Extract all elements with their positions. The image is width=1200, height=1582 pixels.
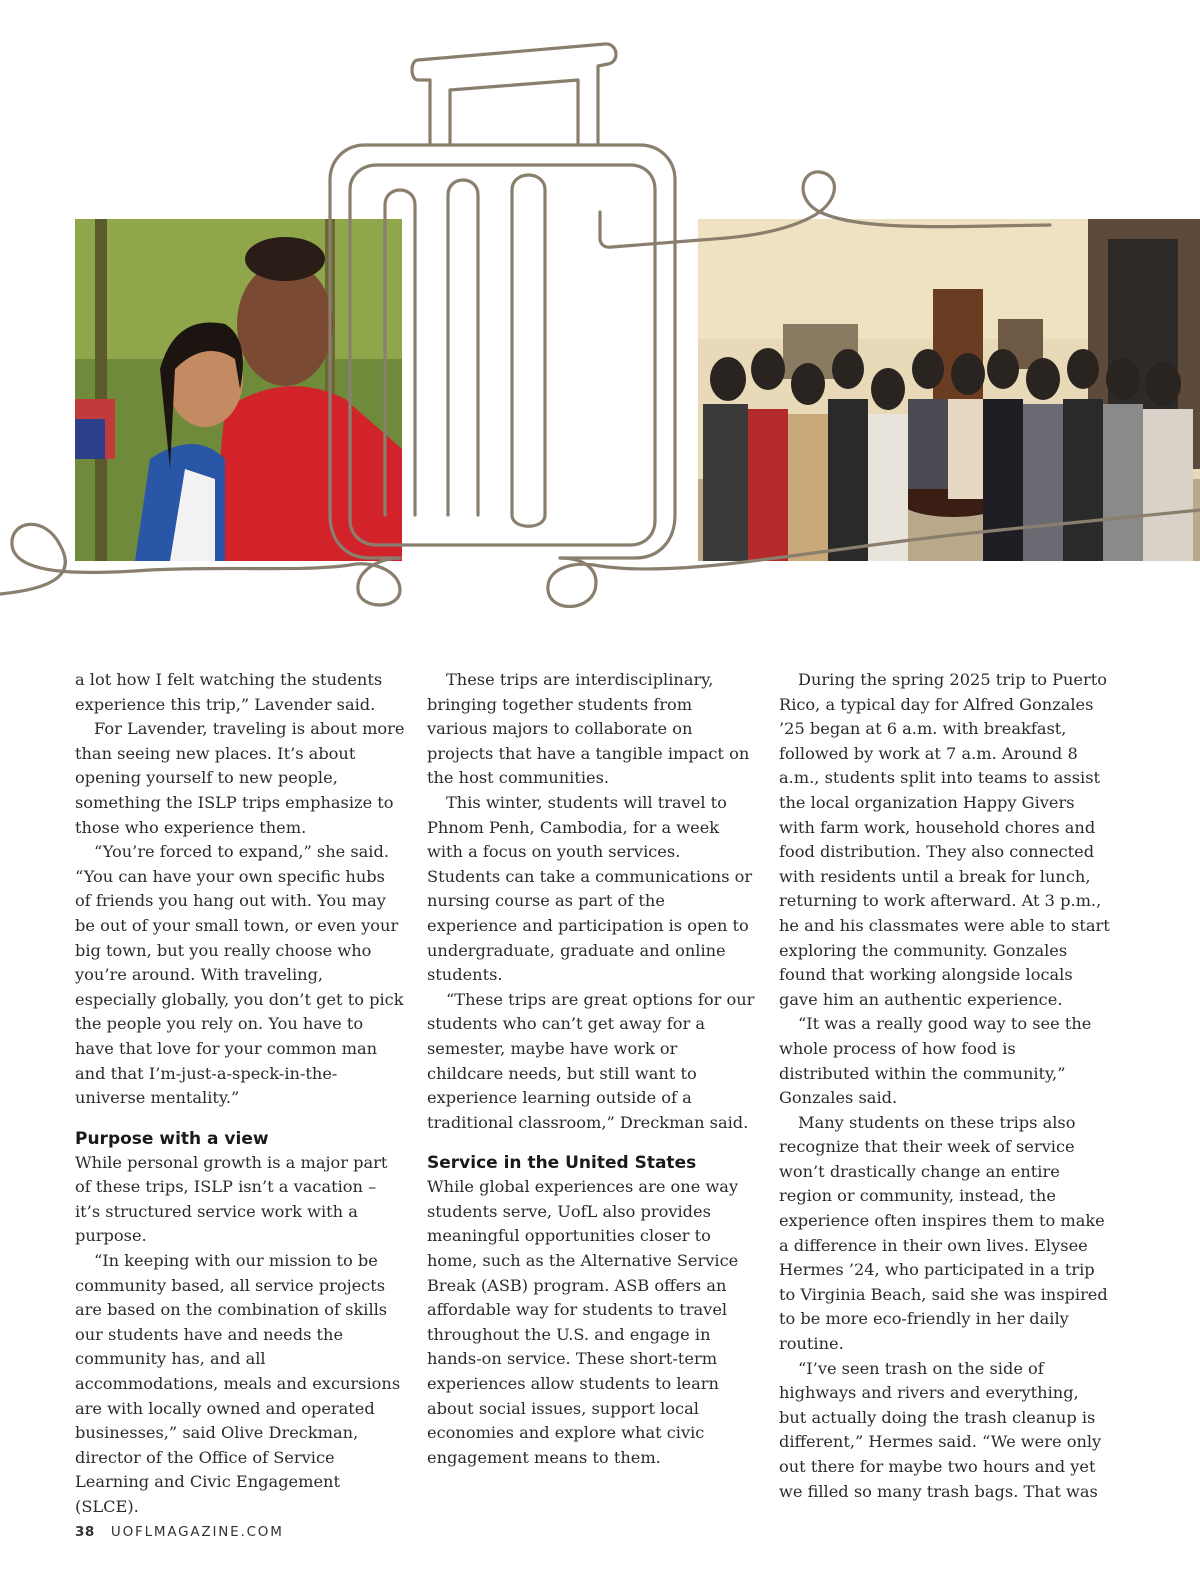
- site-url[interactable]: UOFLMAGAZINE.COM: [110, 1524, 284, 1540]
- paragraph: “I’ve seen trash on the side of highways and rivers and everything, but actually doing the trash cleanup is different,” Hermes said. “We were only out there for maybe two hours and yet we filled so many trash bags. That was: [779, 1358, 1102, 1501]
- paragraph: This winter, students will travel to Phnom Penh, Cambodia, for a week with a focus on youth services. Students can take a communications or nursing course as part of the experience and participation is open to undergraduate, graduate and online students.: [427, 792, 753, 985]
- section-heading-service-us: Service in the United States: [427, 1153, 697, 1174]
- paragraph: Many students on these trips also recognize that their week of service won’t drastically change an entire region or community, instead, the experience often inspires them to make a difference in their own lives. Elysee Hermes ’24, who participated in a trip to Virginia Beach, said she was inspired to be more eco-friendly in her daily routine.: [779, 1112, 1108, 1354]
- paragraph: “You’re forced to expand,” she said. “You can have your own specific hubs of friends you hang out with. You may be out of your small town, or even your big town, but you really choose who you’re around. With traveling, especially globally, you don’t get to pick the people you rely on. You have to have that love for your common man and that I’m-just-a-speck-in-the-universe mentality.”: [75, 842, 404, 1108]
- article-column-2: [427, 668, 757, 1470]
- page-footer: [75, 1524, 284, 1540]
- page-number: 38: [75, 1524, 95, 1540]
- paragraph: For Lavender, traveling is about more than seeing new places. It’s about opening yourself to new people, something the ISLP trips emphasize to those who experience them.: [75, 719, 405, 837]
- article-column-3: [779, 668, 1111, 1504]
- paragraph: During the spring 2025 trip to Puerto Rico, a typical day for Alfred Gonzales ’25 began at 6 a.m. with breakfast, followed by work at 7 a.m. Around 8 a.m., students split into teams to assist the local organization Happy Givers with farm work, household chores and food distribution. They also connected with residents until a break for lunch, returning to work afterward. At 3 p.m., he and his classmates were able to start exploring the community. Gonzales found that working alongside locals gave him an authentic experience.: [779, 670, 1110, 1009]
- paragraph: While personal growth is a major part of these trips, ISLP isn’t a vacation – it’s structured service work with a purpose.: [75, 1152, 388, 1246]
- paragraph: “In keeping with our mission to be community based, all service projects are based on the combination of skills our students have and needs the community has, and all accommodations, meals and excursions are with locally owned and operated businesses,” said Olive Dreckman, director of the Office of Service Learning and Civic Engagement (SLCE).: [75, 1251, 401, 1516]
- paragraph: a lot how I felt watching the students experience this trip,” Lavender said.: [75, 670, 383, 714]
- paragraph: “It was a really good way to see the whole process of how food is distributed within the community,” Gonzales said.: [779, 1014, 1092, 1108]
- paragraph: While global experiences are one way students serve, UofL also provides meaningful opportunities closer to home, such as the Alternative Service Break (ASB) program. ASB offers an affordable way for students to travel throughout the U.S. and engage in hands-on service. These short-term experiences allow students to learn about social issues, support local economies and explore what civic engagement means to them.: [427, 1177, 739, 1467]
- suitcase-line-art-icon: [0, 0, 1200, 640]
- section-heading-purpose: Purpose with a view: [75, 1128, 269, 1149]
- paragraph: These trips are interdisciplinary, bringing together students from various majors to collaborate on projects that have a tangible impact on the host communities.: [427, 670, 750, 788]
- article-column-1: [75, 668, 405, 1520]
- paragraph: “These trips are great options for our students who can’t get away for a semester, maybe have work or childcare needs, but still want to experience learning outside of a traditional classroom,” Dreckman said.: [427, 989, 755, 1132]
